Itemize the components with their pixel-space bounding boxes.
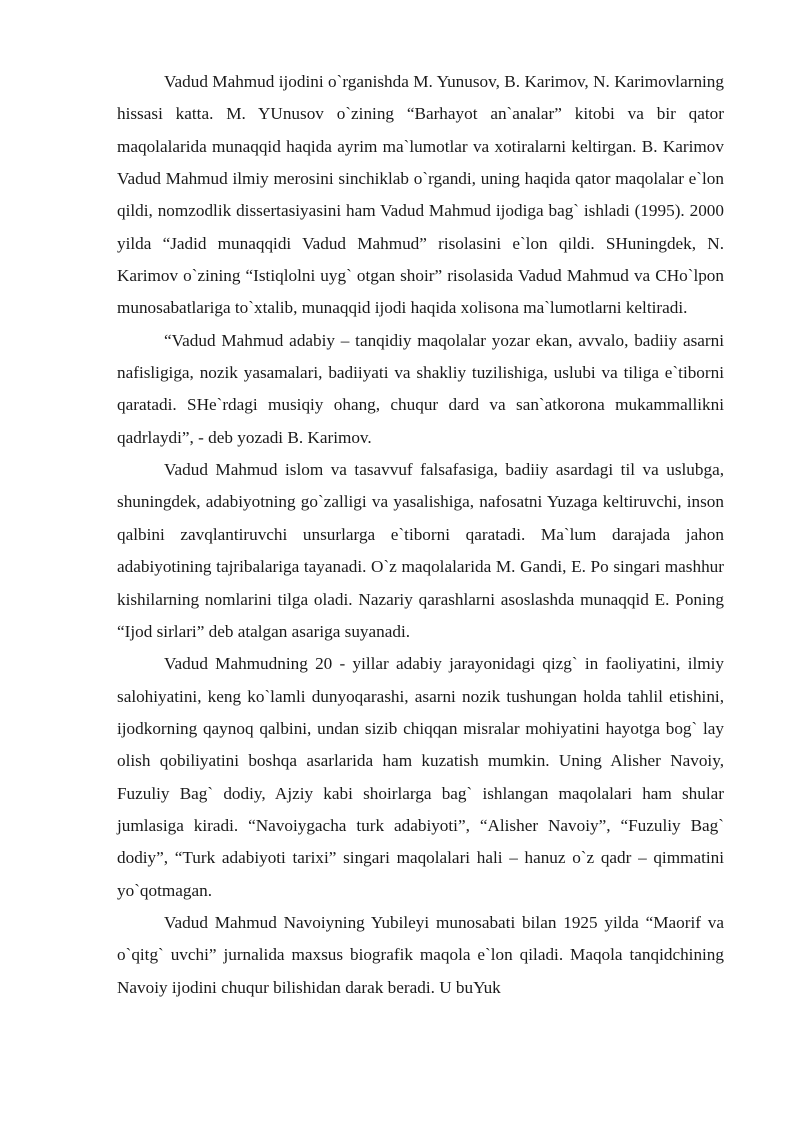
- paragraph-2: “Vadud Mahmud adabiy – tanqidiy maqolalar yozar ekan, avvalo, badiiy asarni nafisligiga, nozik yasamalari, badiiyati va shakliy tuzilishiga, uslubi va tiliga e`tiborni qaratadi. SHe`rdagi musiqiy ohang, chuqur dard va san`atkorona mukammallikni qadrlaydi”, - deb yozadi B. Karimov.: [117, 330, 724, 447]
- document-page: [117, 66, 724, 1004]
- paragraph-1: Vadud Mahmud ijodini o`rganishda M. Yunusov, B. Karimov, N. Karimovlarning hissasi katta. M. YUnusov o`zining “Barhayot an`analar” kitobi va bir qator maqolalarida munaqqid haqida ayrim ma`lumotlar va xotiralarni keltirgan. B. Karimov Vadud Mahmud ilmiy merosini sinchiklab o`rgandi, uning haqida qator maqolalar e`lon qildi, nomzodlik dissertasiyasini ham Vadud Mahmud ijodiga bag` ishladi (1995). 2000 yilda “Jadid munaqqidi Vadud Mahmud” risolasini e`lon qildi. SHuningdek, N. Karimov o`zining “Istiqlolni uyg` otgan shoir” risolasida Vadud Mahmud va CHo`lpon munosabatlariga to`xtalib, munaqqid ijodi haqida xolisona ma`lumotlarni keltiradi.: [117, 72, 724, 318]
- paragraph-3: Vadud Mahmud islom va tasavvuf falsafasiga, badiiy asardagi til va uslubga, shuningdek, adabiyotning go`zalligi va yasalishiga, nafosatni Yuzaga keltiruvchi, inson qalbini zavqlantiruvchi unsurlarga e`tiborni qaratadi. Ma`lum darajada jahon adabiyotining tajribalariga tayanadi. O`z maqolalarida M. Gandi, E. Po singari mashhur kishilarning nomlarini tilga oladi. Nazariy qarashlarni asoslashda munaqqid E. Poning “Ijod sirlari” deb atalgan asariga suyanadi.: [117, 460, 724, 641]
- paragraph-4: Vadud Mahmudning 20 - yillar adabiy jarayonidagi qizg` in faoliyatini, ilmiy salohiyatini, keng ko`lamli dunyoqarashi, asarni nozik tushungan holda tahlil etishini, ijodkorning qaynoq qalbini, undan sizib chiqqan misralar mohiyatini hayotga bog` lay olish qobiliyatini boshqa asarlarida ham kuzatish mumkin. Uning Alisher Navoiy, Fuzuliy Bag` dodiy, Ajziy kabi shoirlarga bag` ishlangan maqolalari ham shular jumlasiga kiradi. “Navoiygacha turk adabiyoti”, “Alisher Navoiy”, “Fuzuliy Bag` dodiy”, “Turk adabiyoti tarixi” singari maqolalari hali – hanuz o`z qadr – qimmatini yo`qotmagan.: [117, 654, 724, 900]
- paragraph-5: Vadud Mahmud Navoiyning Yubileyi munosabati bilan 1925 yilda “Maorif va o`qitg` uvchi” jurnalida maxsus biografik maqola e`lon qiladi. Maqola tanqidchining Navoiy ijodini chuqur bilishidan darak beradi. U buYuk: [117, 912, 724, 997]
